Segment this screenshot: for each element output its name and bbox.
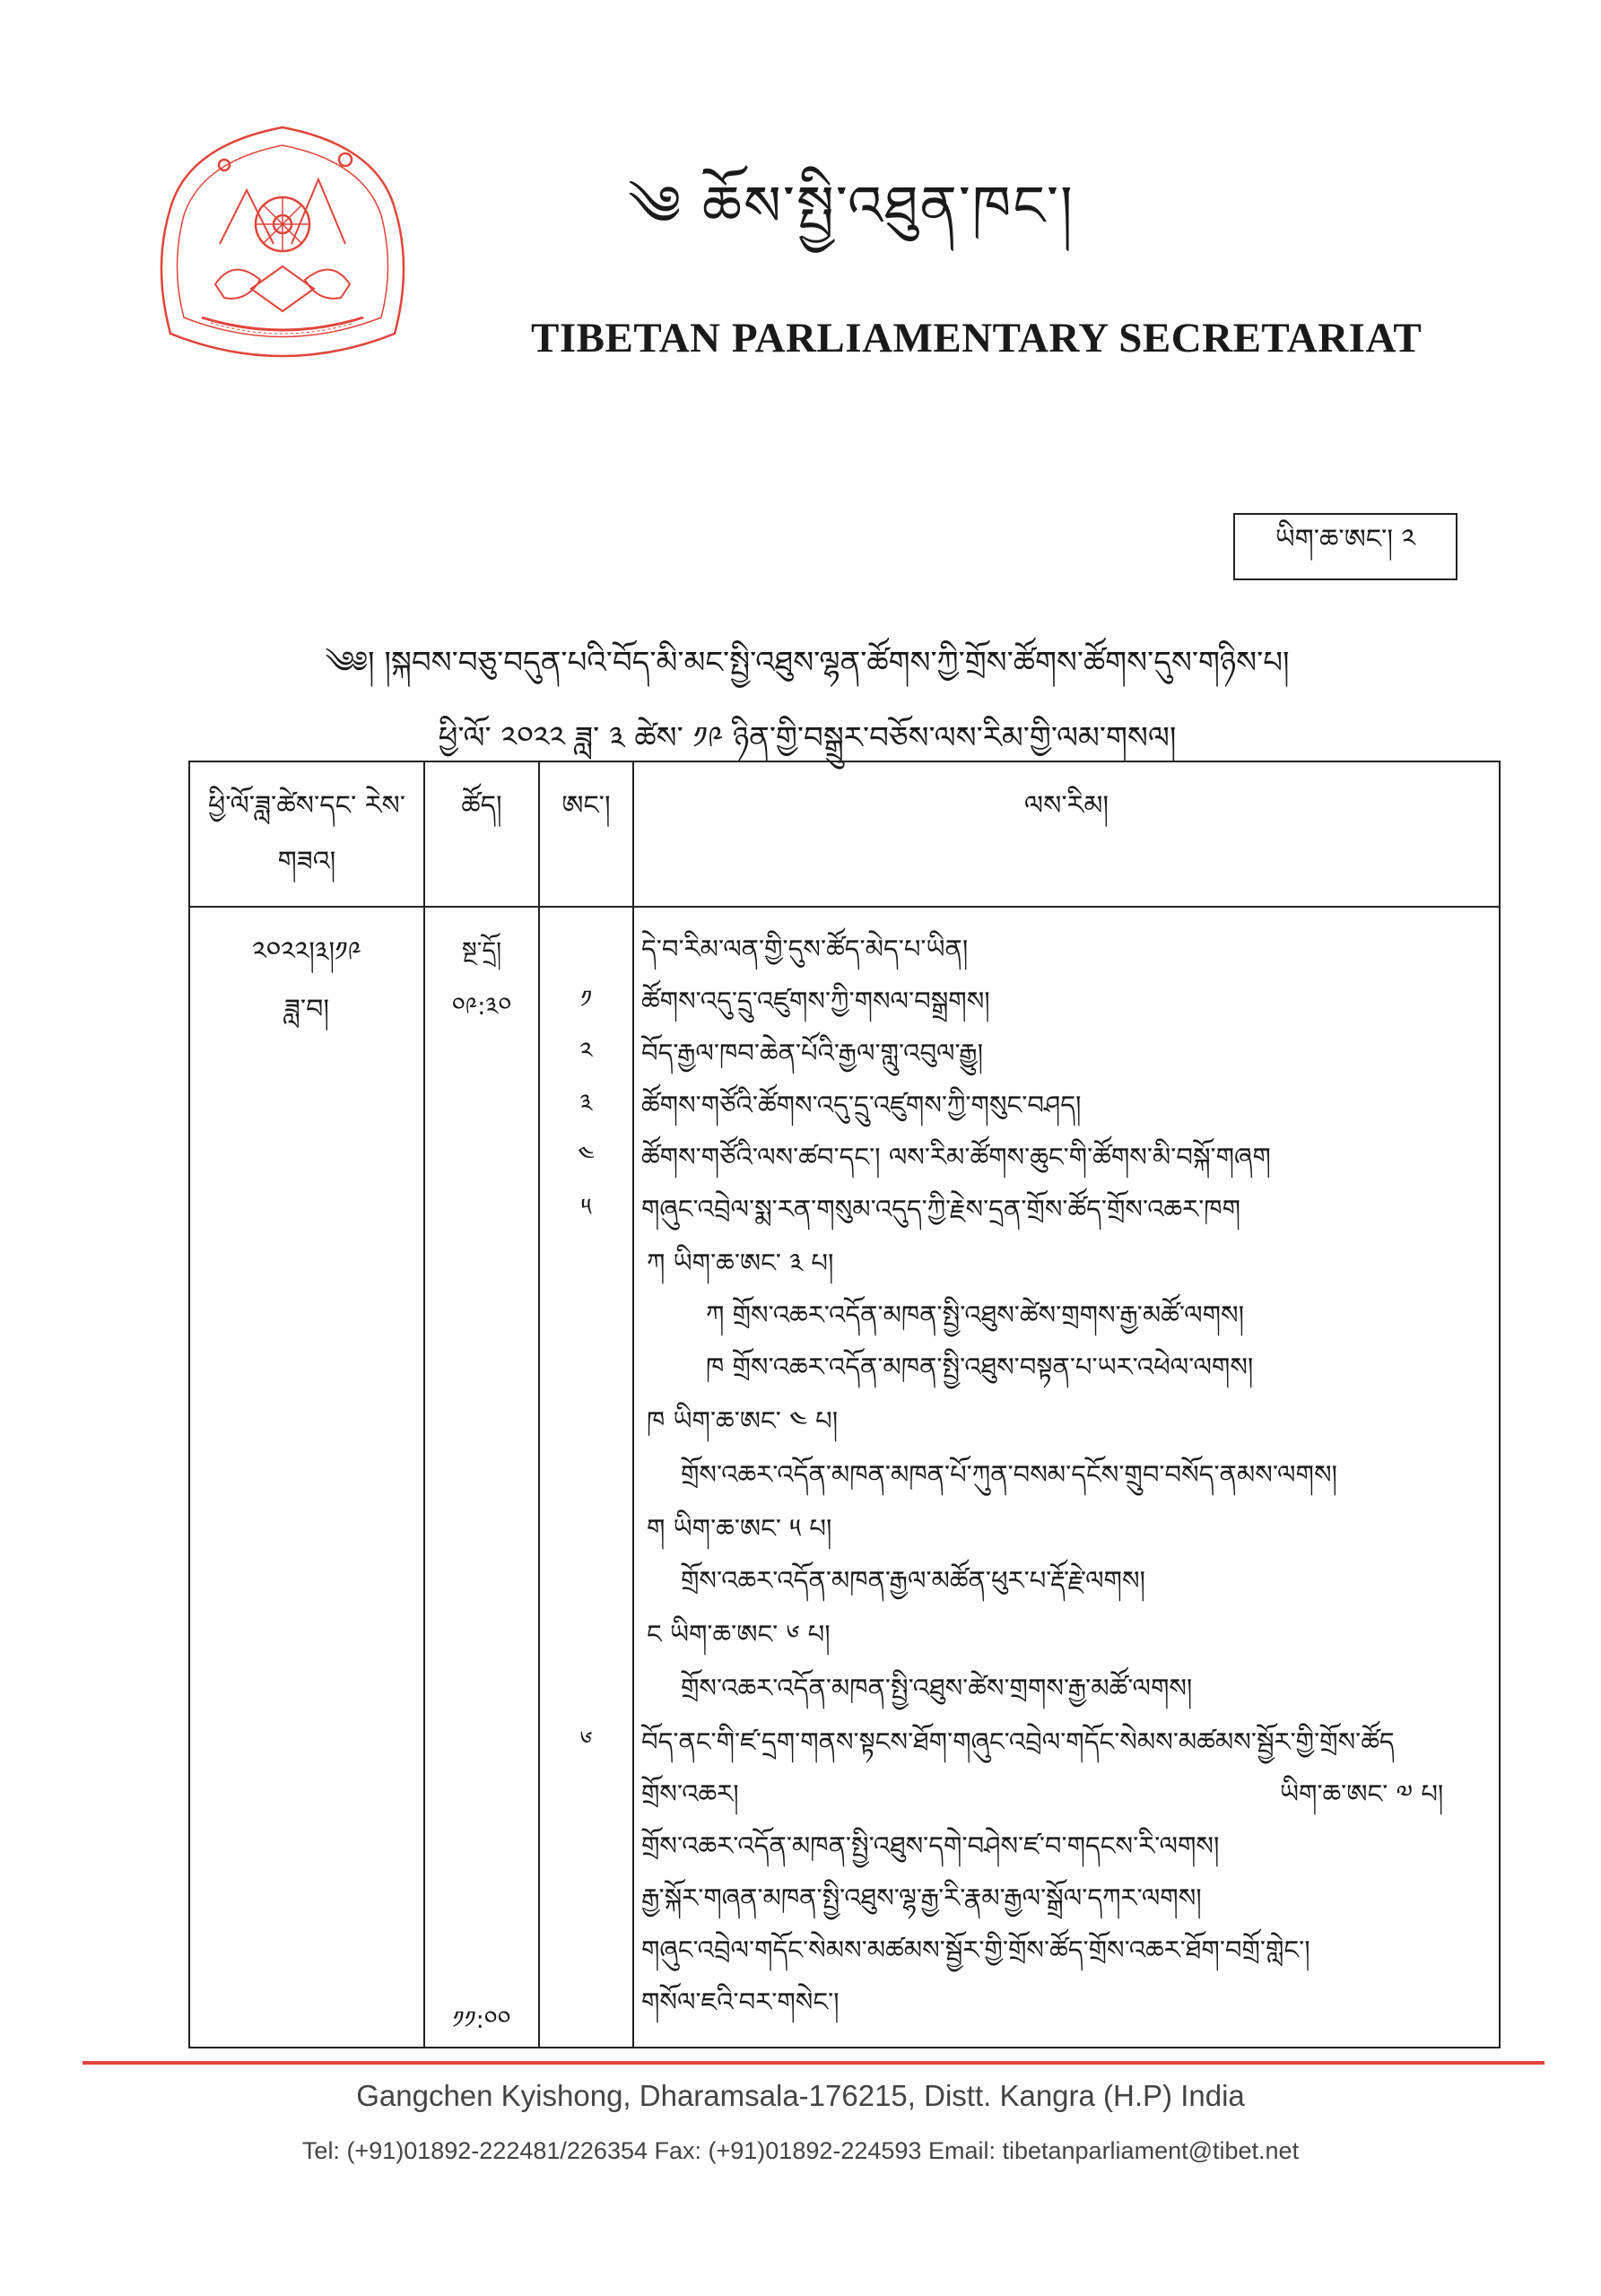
header-number: ཨང་། [539, 761, 633, 907]
header-time: ཚོད། [424, 761, 539, 907]
start-label: སྔ་དྲོ། [461, 937, 502, 965]
footer-address: Gangchen Kyishong, Dharamsala-176215, Distt. Kangra (H.P) India [356, 2079, 1245, 2112]
agenda-item: གྲོས་འཆར་འདོན་མཁན་རྒྱལ་མཚོན་ཕུར་པ་རྡོ་རྗེ་ལགས། [681, 1565, 1145, 1596]
table-body-row [189, 907, 1500, 2048]
header-date-weekday: ཕྱི་ལོ་ཟླ་ཚེས་དང་ རེས་གཟའ། [189, 761, 424, 907]
agenda-item-number: ༥ [580, 1194, 592, 1222]
agenda-item: ཀ གྲོས་འཆར་འདོན་མཁན་སྤྱི་འཐུས་ཚེས་གྲགས་རྒྱ་མཚོ་ལགས། [706, 1300, 1245, 1330]
agenda-item: ཀ ཡིག་ཆ་ཨང་ ༣ པ། [647, 1248, 834, 1278]
date-cell [189, 907, 424, 2048]
agenda-item: ང ཡིག་ཆ་ཨང་ ༦ པ། [647, 1619, 831, 1649]
number-cell [539, 907, 633, 2048]
agenda-item-number: ༡ [579, 986, 593, 1013]
agenda-item: གྲོས་འཆར་འདོན་མཁན་སྤྱི་འཐུས་དགེ་བཤེས་ཛ་བ་གདངས་རི་ལགས། [641, 1831, 1220, 1861]
footer-divider [83, 2061, 1544, 2065]
agenda-item: ཚོགས་གཙོའི་ལས་ཚབ་དང་། ལས་རིམ་ཚོགས་ཆུང་གི་ཚོགས་མི་བསྐོ་གཞག [641, 1142, 1271, 1172]
agenda-item: ཚོགས་འདུ་དྲུ་འཛུགས་ཀྱི་གསལ་བསྒྲགས། [641, 986, 990, 1016]
agenda-item: ཡིག་ཆ་ཨང་ ༧ པ། [1280, 1779, 1444, 1809]
header-agenda: ལས་རིམ། [633, 761, 1500, 907]
agenda-item: བོད་ནང་གི་ཛ་དྲག་གནས་སྟངས་ཐོག་གཞུང་འབྲེལ་གདོང་སེམས་མཚམས་སྦྱོར་གྱི་གྲོས་ཚོད [641, 1726, 1395, 1757]
agenda-item-number: ༢ [579, 1038, 593, 1065]
document-reference-box: ཡིག་ཆ་ཨང་། ༢ [1233, 513, 1457, 580]
agenda-item: གཞུང་འབྲེལ་གདོང་སེམས་མཚམས་སྦྱོར་གྱི་གྲོས་ཚོད་གྲོས་འཆར་ཐོག་བགྲོ་གླེང་། [641, 1935, 1310, 1965]
agenda-item: རྒྱ་སྐོར་གཞན་མཁན་སྤྱི་འཐུས་ལྷ་རྒྱ་རི་རྣམ་རྒྱལ་སྒྲོལ་དཀར་ལགས། [641, 1883, 1202, 1913]
agenda-cell [633, 907, 1500, 2048]
agenda-item: གསོལ་ཇའི་བར་གསེང་། [641, 1987, 840, 2017]
document-title-line2: ཕྱི་ལོ་ ༢༠༢༢ ཟླ་ ༣ ཚེས་ ༡༩ ཉིན་གྱི་བསྒྲུར་བཅོས་ལས་རིམ་གྱི་ལམ་གསལ། [438, 720, 1177, 756]
agenda-item: དེ་བ་རིམ་ལན་གྱི་དུས་ཚོད་མེད་པ་ཡིན། [641, 934, 969, 964]
agenda-item-number: ༦ [579, 1726, 593, 1754]
agenda-item: གྲོས་འཆར་འདོན་མཁན་སྤྱི་འཐུས་ཚེས་གྲགས་རྒྱ་མཚོ་ལགས། [681, 1673, 1193, 1703]
agenda-item: གྲོས་འཆར། [641, 1779, 739, 1809]
end-time: ༡༡:༠༠ [452, 2006, 511, 2034]
agenda-item: གཞུང་འབྲེལ་སྨ་རན་གསུམ་འདུད་ཀྱི་རྗེས་དྲན་གྲོས་ཚོད་གྲོས་འཆར་ཁག [641, 1194, 1241, 1224]
footer-contact: Tel: (+91)01892-222481/226354 Fax: (+91)01892-224593 Email: tibetanparliament@tibet.net [301, 2137, 1300, 2164]
table-header-row [189, 761, 1500, 907]
start-time: ༠༩:༣༠ [451, 993, 512, 1021]
agenda-table [188, 761, 1501, 2048]
agenda-item: ག ཡིག་ཆ་ཨང་ ༥ པ། [647, 1513, 832, 1544]
header-english-name: TIBETAN PARLIAMENTARY SECRETARIAT [531, 315, 1423, 361]
time-cell [424, 907, 539, 2048]
session-date: ༢༠༢༢།༣།༡༩ [252, 936, 361, 968]
agenda-item: བོད་རྒྱལ་ཁབ་ཆེན་པོའི་རྒྱལ་གླུ་འབུལ་རྒྱུ། [641, 1038, 984, 1068]
agenda-item: གྲོས་འཆར་འདོན་མཁན་མཁན་པོ་ཀུན་བསམ་དངོས་གྲུབ་བསོད་ནམས་ལགས། [681, 1459, 1337, 1490]
agenda-item-number: ༤ [578, 1142, 595, 1170]
session-weekday: ཟླ་བ། [283, 994, 330, 1025]
parliament-seal-logo [135, 109, 431, 378]
document-title-line1: ༄༅། །སྐབས་བཅུ་བདུན་པའི་བོད་མི་མང་སྤྱི་འཐུས་ལྷན་ཚོགས་ཀྱི་གྲོས་ཚོགས་ཚོགས་དུས་གཉིས་པ། [325, 645, 1290, 681]
header-tibetan-name: ༄ ཆོས་སྤྱི་འཐུན་ཁང་། [628, 173, 1075, 239]
agenda-item-number: ༣ [579, 1090, 593, 1118]
agenda-item: ཁ ཡིག་ཆ་ཨང་ ༤ པ། [647, 1405, 839, 1436]
agenda-item: ཚོགས་གཙོའི་ཚོགས་འདུ་དྲུ་འཛུགས་ཀྱི་གསུང་བཤད། [641, 1090, 1082, 1120]
agenda-item: ཁ གྲོས་འཆར་འདོན་མཁན་སྤྱི་འཐུས་བསྟན་པ་ཡར་འཕེལ་ལགས། [706, 1352, 1254, 1382]
